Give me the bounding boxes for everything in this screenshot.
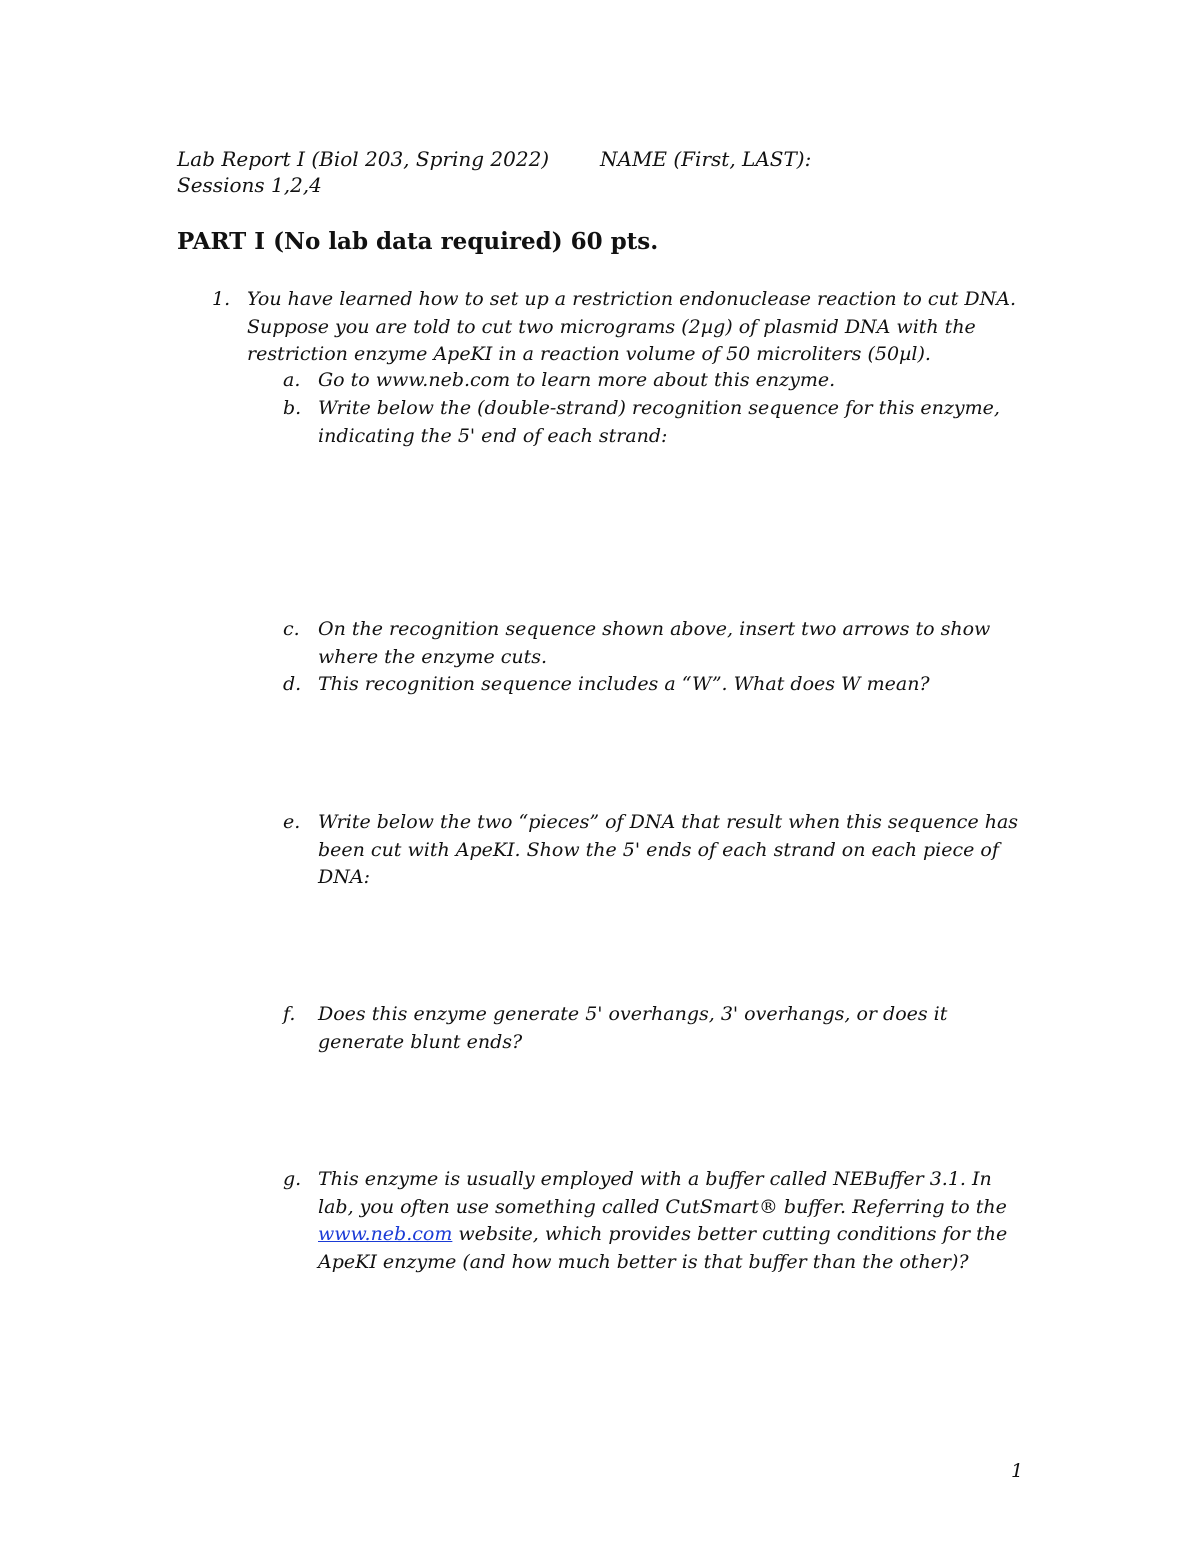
subitem-line: DNA: (318, 866, 370, 888)
subitem-line: indicating the 5' end of each strand: (318, 424, 668, 447)
subitem-line: Does this enzyme generate 5' overhangs, 3' overhangs, or does it (318, 1003, 948, 1025)
subitem-line-rest: website, which provides better cutting conditions for the (452, 1223, 1008, 1245)
subitem-marker: b. (283, 397, 302, 419)
subitem-line: Write below the (double-strand) recognition sequence for this enzyme, (318, 397, 1000, 419)
subitem-line: Go to www.neb.com to learn more about this enzyme. (318, 369, 836, 391)
subitem-marker: g. (283, 1168, 302, 1190)
subitem-text (318, 367, 835, 395)
subitem-line: ApeKI enzyme (and how much better is that buffer than the other)? (318, 1250, 969, 1273)
subitem-text (318, 809, 1018, 892)
course-title: Lab Report I (Biol 203, Spring 2022) (177, 147, 550, 171)
subitem-line-with-link (318, 1221, 1007, 1249)
subitem-line: This recognition sequence includes a “W”. What does W mean? (318, 673, 930, 695)
neb-website-link[interactable]: www.neb.com (318, 1223, 453, 1245)
question-line: Suppose you are told to cut two micrograms (2µg) of plasmid DNA with the (247, 315, 976, 338)
question-line: You have learned how to set up a restriction endonuclease reaction to cut DNA. (247, 288, 1016, 310)
subitem-marker: a. (283, 369, 301, 391)
subitem-marker: e. (283, 811, 301, 833)
subitem-marker: c. (283, 618, 300, 640)
subitem-marker: f. (283, 1003, 296, 1025)
subitem-line: This enzyme is usually employed with a buffer called NEBuffer 3.1. In (318, 1168, 992, 1190)
page-number: 1 (1011, 1460, 1024, 1482)
subitem-line: lab, you often use something called CutSmart® buffer. Referring to the (318, 1195, 1007, 1218)
name-field-label: NAME (First, LAST): (600, 147, 812, 171)
question-text (247, 286, 1016, 369)
subitem-text (318, 616, 990, 671)
subitem-text (318, 671, 930, 699)
subitem-text (318, 395, 1000, 450)
subitem-marker: d. (283, 673, 302, 695)
question-number: 1. (212, 288, 231, 310)
subitem-line: where the enzyme cuts. (318, 645, 548, 668)
subitem-text (318, 1001, 947, 1056)
sessions-label: Sessions 1,2,4 (177, 173, 322, 197)
subitem-line: On the recognition sequence shown above, insert two arrows to show (318, 618, 991, 640)
subitem-line: been cut with ApeKI. Show the 5' ends of each strand on each piece of (318, 838, 999, 861)
subitem-text (318, 1166, 1007, 1276)
subitem-line: Write below the two “pieces” of DNA that result when this sequence has (318, 811, 1019, 833)
question-line: restriction enzyme ApeKI in a reaction volume of 50 microliters (50µl). (247, 343, 931, 365)
part-title: PART I (No lab data required) 60 pts. (177, 228, 659, 255)
subitem-line: generate blunt ends? (318, 1030, 523, 1053)
